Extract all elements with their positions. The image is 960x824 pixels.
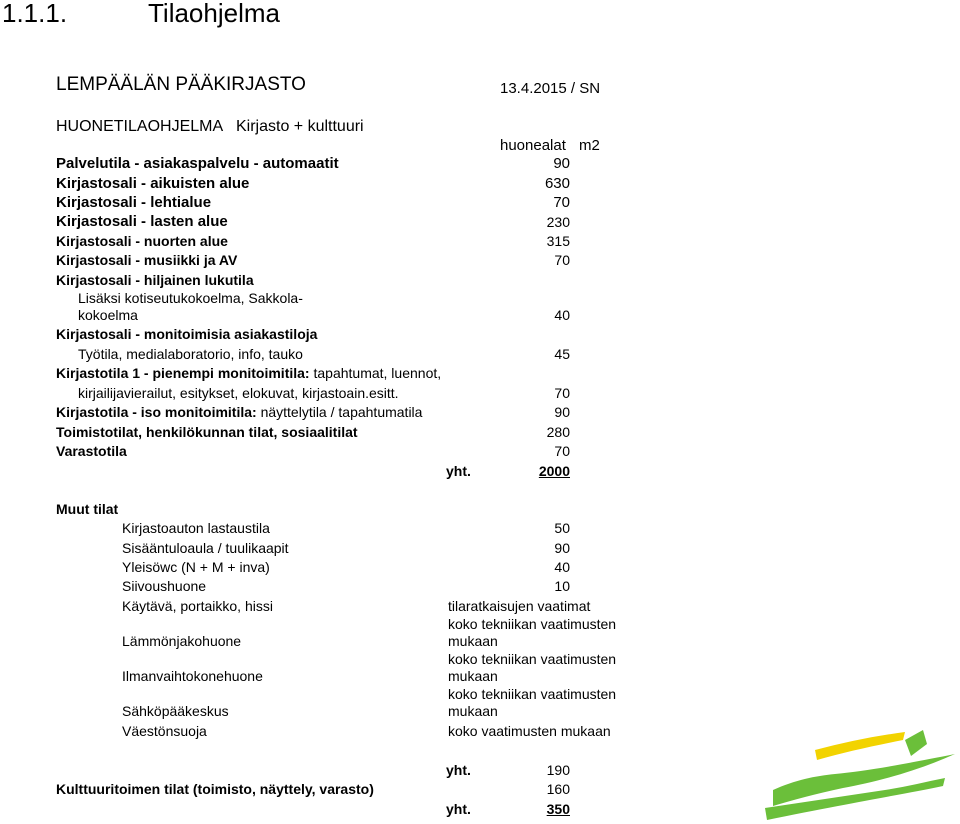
other-area: 50 [554,520,570,536]
room-area: 70 [553,194,570,211]
room-name-rest: näyttelytila / tapahtumatila [260,404,423,420]
other-note: mukaan [448,633,498,649]
other-item: Väestönsuoja [122,723,207,739]
other-note: mukaan [448,703,498,719]
room-name: Kirjastosali - lasten alue [56,213,228,230]
total-label: yht. [446,801,471,817]
other-item: Lämmönjakohuone [122,633,242,649]
other-note: tilaratkaisujen vaatimat [448,598,591,614]
room-area: 70 [554,252,570,268]
other-heading: Muut tilat [56,501,119,517]
room-detail: kirjailijavierailut, esitykset, elokuvat, kirjastoain.esitt. [78,385,399,401]
other-area: 40 [554,559,570,575]
room-name: Kirjastosali - hiljainen lukutila [56,272,254,288]
other-note: koko tekniikan vaatimusten [448,686,617,702]
column-unit: m2 [579,137,600,154]
program-subheading: Kirjasto + kulttuuri [236,118,364,135]
room-name: Kirjastosali - musiikki ja AV [56,252,238,268]
room-area: 70 [554,443,570,459]
other-item: Sisääntuloaula / tuulikaapit [122,540,289,556]
column-label: huonealat [500,137,566,154]
culture-area: 160 [546,781,570,797]
other-item: Käytävä, portaikko, hissi [122,598,273,614]
total-value: 350 [546,801,570,817]
room-area: 90 [554,404,570,420]
room-name: Kirjastosali - nuorten alue [56,233,228,249]
room-detail: Lisäksi kotiseutukokoelma, Sakkola- [78,290,303,306]
logo-yellow-stroke [815,732,905,760]
room-name [56,404,422,420]
room-detail: kokoelma [78,307,138,323]
room-name-bold: Kirjastotila - iso monitoimitila: [56,404,257,420]
other-area: 90 [554,540,570,556]
room-name: Kirjastosali - aikuisten alue [56,175,250,192]
program-heading: HUONETILAOHJELMA [56,118,224,135]
room-area: 315 [546,233,570,249]
room-area: 70 [554,385,570,401]
other-item: Sähköpääkeskus [122,703,229,719]
municipal-logo [755,720,960,824]
room-name-rest: tapahtumat, luennot, [313,365,442,381]
other-item: Siivoushuone [122,578,207,594]
other-item: Yleisöwc (N + M + inva) [122,559,270,575]
document-date: 13.4.2015 / SN [500,80,601,97]
room-name: Kirjastosali - lehtialue [56,194,212,211]
room-name: Palvelutila - asiakaspalvelu - automaatit [56,155,339,172]
logo-green-tick [905,730,927,756]
room-area: 230 [546,214,570,230]
room-name: Varastotila [56,443,127,459]
other-item: Ilmanvaihtokonehuone [122,668,263,684]
room-area: 45 [554,346,570,362]
room-name: Toimistotilat, henkilökunnan tilat, sosiaalitilat [56,424,358,440]
other-note: koko vaatimusten mukaan [448,723,611,739]
total-label: yht. [446,762,471,778]
other-note: koko tekniikan vaatimusten [448,651,617,667]
room-name [56,365,441,381]
room-name: Kirjastosali - monitoimisia asiakastiloja [56,326,318,342]
other-note: mukaan [448,668,498,684]
room-area: 630 [544,175,570,192]
total-label: yht. [446,463,471,479]
room-name-bold: Kirjastotila 1 - pienempi monitoimitila: [56,365,310,381]
total-value: 2000 [538,463,570,479]
other-item: Kirjastoauton lastaustila [122,520,270,536]
culture-name: Kulttuuritoimen tilat (toimisto, näyttely, varasto) [56,781,374,797]
room-detail: Työtila, medialaboratorio, info, tauko [78,346,303,362]
other-area: 10 [554,578,570,594]
section-title: Tilaohjelma [148,0,280,28]
other-note: koko tekniikan vaatimusten [448,616,617,632]
section-number: 1.1.1. [2,0,68,28]
room-area: 280 [546,424,570,440]
library-name: LEMPÄÄLÄN PÄÄKIRJASTO [56,74,306,95]
total-value: 190 [546,762,570,778]
room-area: 90 [553,155,570,172]
room-area: 40 [554,307,570,323]
